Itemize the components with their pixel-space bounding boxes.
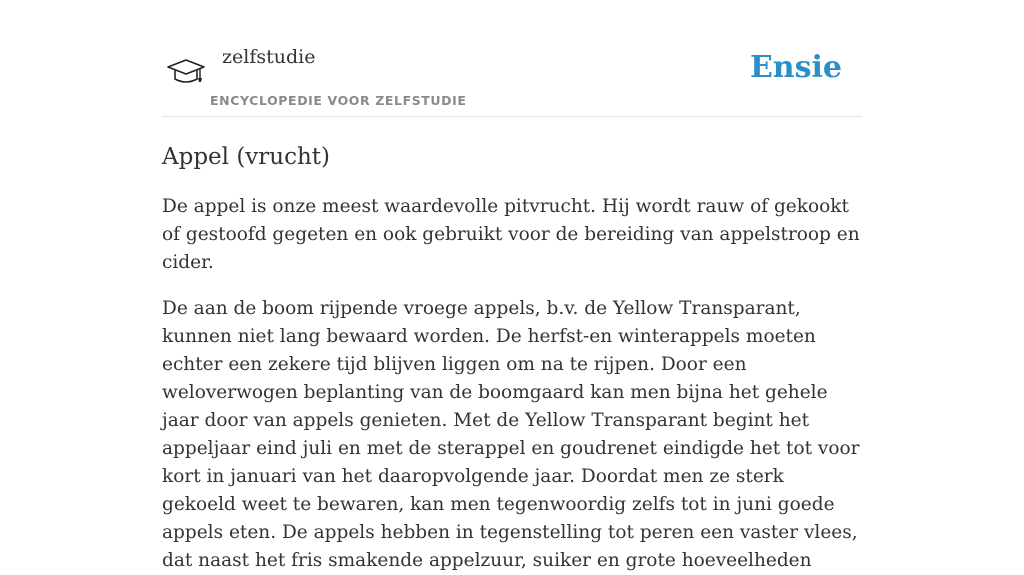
content-container bbox=[162, 0, 862, 575]
ensie-brand-link[interactable]: Ensie bbox=[749, 50, 842, 85]
article-paragraph: De aan de boom rijpende vroege appels, b.v. de Yellow Transparant, kunnen niet lang bewaard worden. De herfst-en winterappels moeten echter een zekere tijd blijven liggen om na te rijpen. Door een weloverwogen beplanting van de boomgaard kan men bijna het gehele jaar door van appels genieten. Met de Yellow Transparant begint het appeljaar eind juli en met de sterappel en goudrenet eindigde het tot voor kort in januari van het daaropvolgende jaar. Doordat men ze sterk gekoeld weet te bewaren, kan men tegenwoordig zelfs tot in juni goede appels eten. De appels hebben in tegenstelling tot peren een vaster vlees, dat naast het fris smakende appelzuur, suiker en grote hoeveelheden bbox=[162, 298, 860, 571]
article-paragraph: De appel is onze meest waardevolle pitvrucht. Hij wordt rauw of gekookt of gestoofd gegeten en ook gebruikt voor de bereiding van appelstroop en cider. bbox=[162, 196, 860, 273]
site-name-link[interactable]: zelfstudie bbox=[222, 46, 316, 68]
graduation-cap-icon[interactable] bbox=[164, 52, 206, 92]
site-header bbox=[162, 0, 862, 117]
site-tagline: ENCYCLOPEDIE VOOR ZELFSTUDIE bbox=[210, 93, 467, 108]
article-title: Appel (vrucht) bbox=[162, 144, 331, 170]
